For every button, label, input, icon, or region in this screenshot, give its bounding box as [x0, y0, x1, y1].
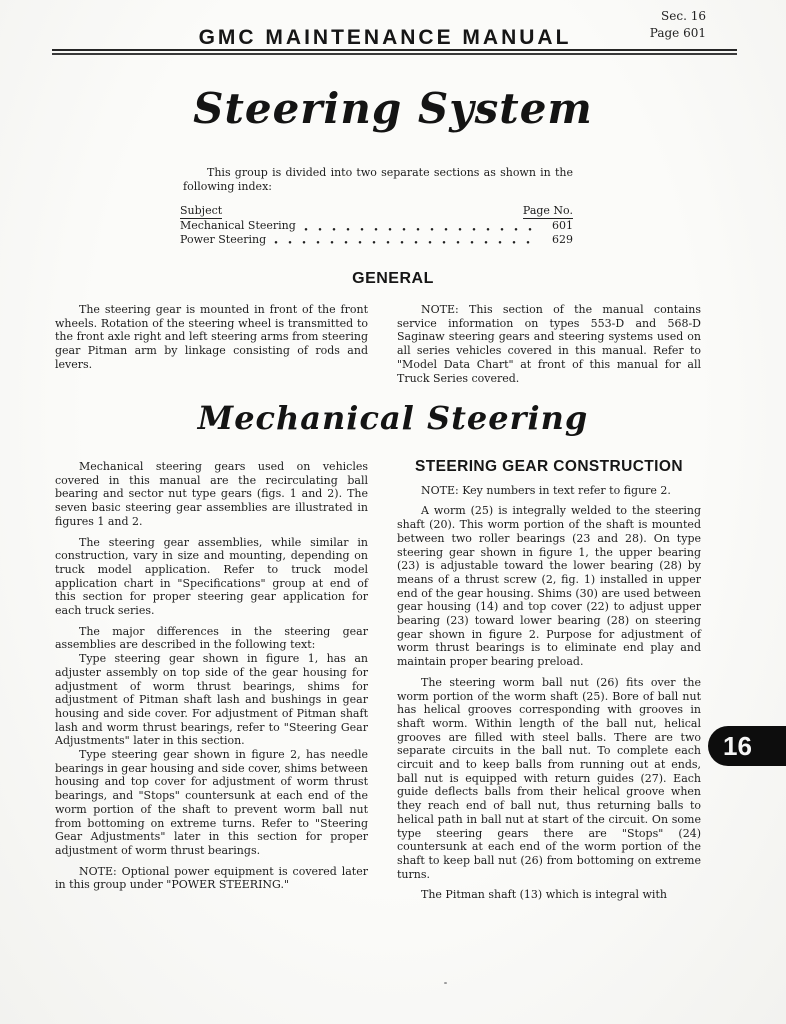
paragraph: The steering gear is mounted in front of the front wheels. Rotation of the steering wheel is transmitted to the front axle right and left steering arms from steering gear Pitman arm by linkage consisting of rods and levers.: [55, 303, 368, 371]
section-thumb-tab: 16: [708, 726, 786, 766]
dot-leader: [304, 223, 537, 232]
index-row: [180, 219, 573, 233]
general-right-column: [397, 303, 701, 385]
paragraph: A worm (25) is integrally welded to the steering shaft (20). This worm portion of the shaft is mounted between two roller bearings (23 and 28). On type steering gear shown in figure 1, the upper bearing (23) is adjustable toward the lower bearing (28) by means of a thrust screw (2, fig. 1) installed in upper end of the gear housing. Shims (30) are used between gear housing (14) and top cover (22) to adjust upper bearing (23) toward lower bearing (28) on steering gear shown in figure 2. Purpose for adjustment of worm thrust bearings is to eliminate end play and maintain proper bearing preload.: [397, 504, 701, 669]
index-subject-header: Subject: [180, 204, 223, 217]
section-title: Steering System: [193, 84, 593, 133]
paragraph: The Pitman shaft (13) which is integral with: [421, 888, 667, 902]
steering-gear-construction-heading: STEERING GEAR CONSTRUCTION: [415, 458, 683, 475]
paragraph: The steering worm ball nut (26) fits over the worm portion of the worm shaft (25). Bore of ball nut has helical grooves corresponding with grooves in shaft worm. Within length of the ball nut, helical grooves are filled with steel balls. There are two separate circuits in the ball nut. To complete each circuit and to keep balls from running out at ends, ball nut is equipped with return guides (27). Each guide deflects balls from their helical groove when they reach end of ball nut, thus returning balls to helical path in ball nut at start of the circuit. On some type steering gears there are "Stops" (24) countersunk at each end of the worm portion of the shaft to keep ball nut (26) from bottoming on extreme turns.: [397, 675, 701, 881]
intro-paragraph: This group is divided into two separate sections as shown in the following index:: [183, 166, 573, 193]
dot-leader: [274, 236, 537, 245]
paragraph: Type steering gear shown in figure 2, has needle bearings in gear housing and side cover, shims between housing and top cover for adjustment of worm thrust bearings, and "Stops" countersunk at each end of the worm portion of the shaft to prevent worm ball nut from bottoming on extreme turns. Refer to "Steering Gear Adjustments" later in this section for proper adjustment of worm thrust bearings.: [55, 748, 368, 857]
paragraph: Mechanical steering gears used on vehicles covered in this manual are the recirculating ball bearing and sector nut type gears (figs. 1 and 2). The seven basic steering gear assemblies are illustrated in figures 1 and 2.: [55, 460, 368, 528]
section-index: [180, 204, 573, 246]
note-paragraph: NOTE: This section of the manual contains service information on types 553-D and 568-D Saginaw steering gears and steering systems used on all series vehicles covered in this manual. Refer to "Model Data Chart" at front of this manual for all Truck Series covered.: [397, 303, 701, 385]
mechanical-steering-heading: Mechanical Steering: [197, 399, 589, 437]
index-subject: Power Steering: [180, 232, 267, 246]
index-row: [180, 233, 573, 247]
section-number: Sec. 16: [661, 9, 706, 23]
index-page-header: Page No.: [522, 204, 573, 217]
page-number: Page 601: [649, 26, 706, 40]
index-page: 601: [552, 219, 573, 232]
note-paragraph: NOTE: Optional power equipment is covered later in this group under "POWER STEERING.": [55, 864, 368, 892]
mechanical-right-column: [397, 460, 701, 902]
note-paragraph: NOTE: Key numbers in text refer to figure 2.: [421, 483, 671, 497]
paragraph: The steering gear assemblies, while similar in construction, vary in size and mounting, depending on truck model application. Refer to truck model application chart in "Specifications" group at end of this section for proper steering gear application for each truck series.: [55, 535, 368, 618]
general-heading: GENERAL: [352, 270, 434, 287]
index-subject: Mechanical Steering: [180, 219, 296, 232]
scan-artifact: [444, 982, 447, 984]
general-left-column: [55, 303, 368, 372]
mechanical-left-column: [55, 460, 368, 899]
index-page: 629: [552, 232, 573, 246]
header-double-rule: [52, 49, 737, 55]
manual-title: GMC MAINTENANCE MANUAL: [198, 26, 572, 49]
paragraph: Type steering gear shown in figure 1, has an adjuster assembly on top side of the gear housing for adjustment of worm thrust bearings, shims for adjustment of Pitman shaft lash and bushings in gear housing and side cover. For adjustment of Pitman shaft lash and worm thrust bearings, refer to "Steering Gear Adjustments" later in this section.: [55, 652, 368, 748]
index-header-row: [180, 204, 573, 219]
paragraph: The major differences in the steering gear assemblies are described in the following text:: [55, 624, 368, 652]
